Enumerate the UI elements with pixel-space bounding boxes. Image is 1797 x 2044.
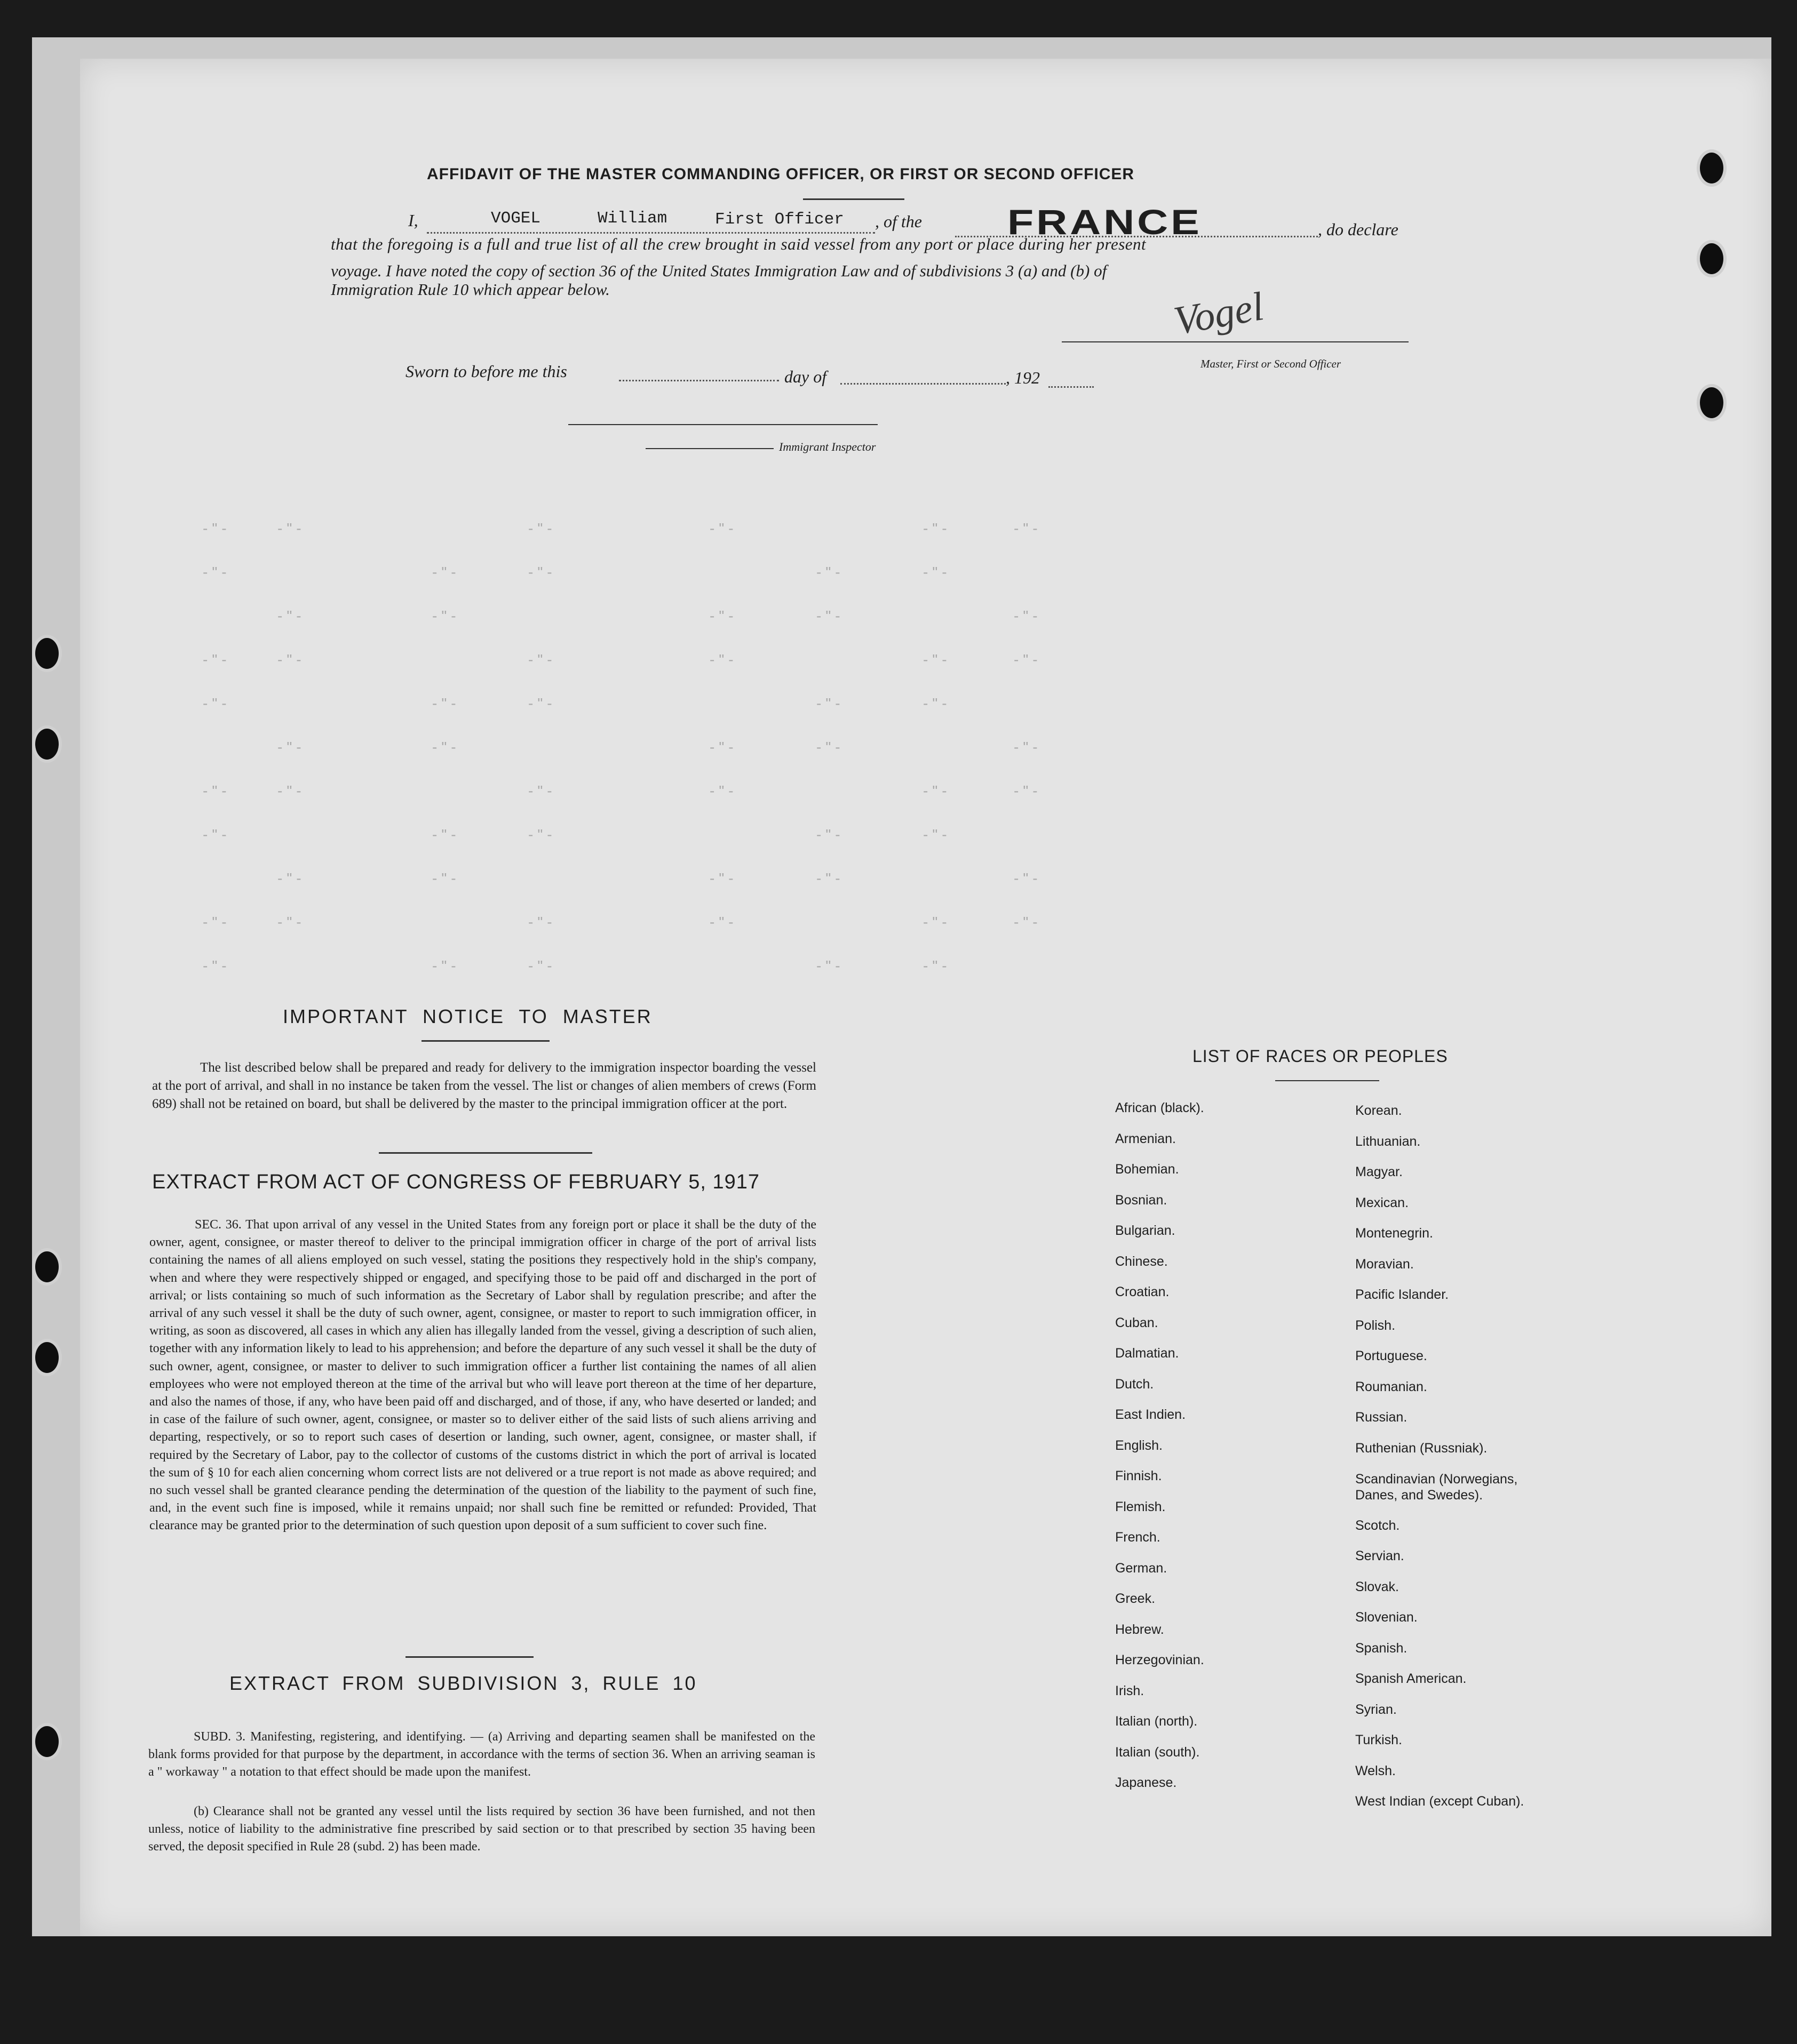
inspector-caption: Immigrant Inspector <box>779 440 876 453</box>
race-item: Spanish. <box>1355 1640 1408 1656</box>
race-item: Cuban. <box>1115 1315 1158 1330</box>
ditto-mark: -"- <box>1014 651 1042 668</box>
race-item: Slovenian. <box>1355 1610 1418 1625</box>
rule-text-a: SUBD. 3. Manifesting, registering, and identifying. — (a) Arriving and departing seamen shall be manifested on the blank forms provided for that purpose by the department, in accordance with the terms of section 36. When an arriving seaman is a " workaway " a notation to that effect should be made upon the manifest. <box>148 1730 815 1779</box>
ditto-mark: -"- <box>277 520 306 537</box>
ditto-mark: -"- <box>816 608 845 624</box>
binder-hole <box>32 1723 62 1760</box>
ditto-mark: -"- <box>816 695 845 712</box>
affidavit-title: AFFIDAVIT OF THE MASTER COMMANDING OFFICER, OR FIRST OR SECOND OFFICER <box>427 165 1135 183</box>
race-item: Japanese. <box>1115 1775 1177 1790</box>
officer-rank: First Officer <box>715 210 844 229</box>
ditto-mark: -"- <box>432 739 460 755</box>
signature-line <box>1062 341 1409 342</box>
race-item: African (black). <box>1115 1100 1204 1115</box>
notice-title-underline <box>422 1040 550 1042</box>
race-item: Dalmatian. <box>1115 1346 1179 1361</box>
ditto-mark: -"- <box>923 783 951 799</box>
binder-hole <box>32 725 62 763</box>
inspector-line-upper <box>568 424 878 425</box>
ditto-mark: -"- <box>432 608 460 624</box>
ditto-mark: -"- <box>923 564 951 580</box>
race-item: Syrian. <box>1355 1702 1397 1717</box>
race-item: Mexican. <box>1355 1195 1409 1210</box>
ditto-mark: -"- <box>432 957 460 974</box>
races-underline <box>1275 1080 1379 1081</box>
affidavit-i: I, <box>408 211 418 230</box>
ditto-mark: -"- <box>432 695 460 712</box>
ditto-mark: -"- <box>432 826 460 843</box>
race-item: Lithuanian. <box>1355 1133 1421 1149</box>
ditto-mark: -"- <box>923 695 951 712</box>
race-item: Spanish American. <box>1355 1671 1467 1686</box>
race-item: German. <box>1115 1560 1167 1576</box>
binder-hole <box>32 635 62 672</box>
officer-signature: Vogel <box>1170 283 1267 344</box>
race-item: East Indien. <box>1115 1407 1186 1422</box>
binder-hole <box>32 1339 62 1376</box>
ditto-mark: -"- <box>1014 783 1042 799</box>
race-item: Korean. <box>1355 1103 1402 1118</box>
race-item: Russian. <box>1355 1410 1408 1425</box>
race-item: Roumanian. <box>1355 1379 1427 1394</box>
ditto-mark: -"- <box>1014 739 1042 755</box>
binder-hole <box>1697 384 1727 421</box>
year-label: , 192 <box>1006 368 1040 387</box>
ditto-mark: -"- <box>923 826 951 843</box>
race-item: Ruthenian (Russniak). <box>1355 1440 1488 1456</box>
signature-caption: Master, First or Second Officer <box>1200 357 1341 370</box>
race-item: Armenian. <box>1115 1131 1176 1146</box>
act-title: EXTRACT FROM ACT OF CONGRESS OF FEBRUARY 5, 1917 <box>152 1171 760 1193</box>
race-item: Chinese. <box>1115 1253 1168 1269</box>
race-item: Irish. <box>1115 1683 1144 1698</box>
name-field-line <box>427 232 875 234</box>
race-item: Pacific Islander. <box>1355 1287 1449 1302</box>
ditto-mark: -"- <box>528 520 556 537</box>
race-item: Bosnian. <box>1115 1192 1167 1208</box>
ditto-mark: -"- <box>203 957 231 974</box>
binder-hole <box>32 1248 62 1286</box>
sworn-month-line <box>840 383 1006 385</box>
ditto-mark: -"- <box>710 651 738 668</box>
ditto-mark: -"- <box>203 695 231 712</box>
race-item: English. <box>1115 1438 1163 1453</box>
ditto-mark: -"- <box>923 520 951 537</box>
ditto-mark: -"- <box>816 957 845 974</box>
race-item: Montenegrin. <box>1355 1226 1433 1241</box>
ditto-mark: -"- <box>816 870 845 887</box>
ditto-mark: -"- <box>203 564 231 580</box>
race-item: Croatian. <box>1115 1284 1170 1299</box>
ditto-mark: -"- <box>710 783 738 799</box>
ditto-mark: -"- <box>277 914 306 930</box>
race-item: Italian (south). <box>1115 1744 1200 1760</box>
ditto-mark: -"- <box>528 695 556 712</box>
race-item: Polish. <box>1355 1318 1396 1333</box>
binder-hole <box>1697 149 1727 187</box>
race-item: Italian (north). <box>1115 1714 1198 1729</box>
ditto-mark: -"- <box>1014 608 1042 624</box>
affidavit-line-2: that the foregoing is a full and true list of all the crew brought in said vessel from any port or place during her present <box>331 235 1147 253</box>
ditto-mark: -"- <box>203 520 231 537</box>
race-item: Herzegovinian. <box>1115 1652 1204 1667</box>
race-item: West Indian (except Cuban). <box>1355 1794 1524 1809</box>
ditto-mark: -"- <box>710 739 738 755</box>
ditto-mark: -"- <box>528 957 556 974</box>
ditto-mark: -"- <box>816 826 845 843</box>
race-item: Finnish. <box>1115 1468 1162 1483</box>
rule-divider <box>405 1656 534 1658</box>
ditto-mark: -"- <box>277 783 306 799</box>
race-item: Scotch. <box>1355 1518 1400 1533</box>
race-item: Scandinavian (Norwegians, Danes, and Swedes). <box>1355 1472 1518 1503</box>
ditto-mark: -"- <box>528 651 556 668</box>
ditto-mark: -"- <box>923 914 951 930</box>
ditto-mark: -"- <box>923 651 951 668</box>
document-page <box>80 59 1771 1936</box>
ditto-mark: -"- <box>203 783 231 799</box>
race-item: Flemish. <box>1115 1499 1166 1514</box>
affidavit-line-3: voyage. I have noted the copy of section 36 of the United States Immigration Law and of subdivisions 3 (a) and (b) of <box>331 261 1107 280</box>
ditto-mark: -"- <box>432 870 460 887</box>
ditto-mark: -"- <box>277 651 306 668</box>
race-item: Portuguese. <box>1355 1348 1427 1363</box>
vessel-name: FRANCE <box>1007 202 1202 242</box>
ditto-mark: -"- <box>710 520 738 537</box>
ditto-mark: -"- <box>203 651 231 668</box>
ditto-mark: -"- <box>710 870 738 887</box>
ditto-mark: -"- <box>203 826 231 843</box>
title-underline <box>803 198 904 200</box>
notice-divider <box>379 1152 592 1154</box>
rule-title: EXTRACT FROM SUBDIVISION 3, RULE 10 <box>229 1672 697 1694</box>
race-item: Slovak. <box>1355 1579 1399 1594</box>
race-item: French. <box>1115 1530 1160 1545</box>
race-item: Bohemian. <box>1115 1162 1179 1177</box>
race-item: Magyar. <box>1355 1164 1403 1179</box>
day-of-label: day of <box>784 367 827 386</box>
affidavit-line-4: Immigration Rule 10 which appear below. <box>331 280 610 299</box>
ditto-mark: -"- <box>528 914 556 930</box>
ditto-mark: -"- <box>528 826 556 843</box>
year-line <box>1048 386 1094 388</box>
race-item: Turkish. <box>1355 1732 1402 1747</box>
ditto-mark: -"- <box>1014 914 1042 930</box>
ditto-mark: -"- <box>203 914 231 930</box>
ditto-mark: -"- <box>432 564 460 580</box>
notice-title: IMPORTANT NOTICE TO MASTER <box>283 1005 653 1027</box>
binder-hole <box>1697 240 1727 277</box>
ditto-mark: -"- <box>277 608 306 624</box>
officer-surname: VOGEL <box>491 209 541 228</box>
ditto-mark: -"- <box>816 739 845 755</box>
race-item: Greek. <box>1115 1591 1156 1606</box>
ditto-mark: -"- <box>277 739 306 755</box>
do-declare-label: , do declare <box>1318 220 1398 239</box>
race-item: Hebrew. <box>1115 1622 1164 1637</box>
ditto-mark: -"- <box>710 608 738 624</box>
sworn-day-line <box>619 380 779 381</box>
sworn-label: Sworn to before me this <box>405 362 567 381</box>
ditto-mark: -"- <box>1014 520 1042 537</box>
ditto-mark: -"- <box>277 870 306 887</box>
race-item: Moravian. <box>1355 1256 1414 1272</box>
race-item: Bulgarian. <box>1115 1223 1175 1238</box>
ditto-mark: -"- <box>1014 870 1042 887</box>
race-item: Dutch. <box>1115 1376 1154 1392</box>
ditto-mark: -"- <box>528 564 556 580</box>
race-item: Servian. <box>1355 1548 1404 1563</box>
race-item: Welsh. <box>1355 1763 1396 1778</box>
ditto-mark: -"- <box>816 564 845 580</box>
notice-text: The list described below shall be prepared and ready for delivery to the immigration inspector boarding the vessel at the port of arrival, and shall in no instance be taken from the vessel. The list or changes of alien members of crews (Form 689) shall not be retained on board, but shall be delivered by the master to the principal immigration officer at the port. <box>152 1060 816 1111</box>
ditto-mark: -"- <box>528 783 556 799</box>
ditto-mark: -"- <box>710 914 738 930</box>
of-the-label: , of the <box>875 212 922 231</box>
officer-given-name: William <box>598 209 667 228</box>
races-title: LIST OF RACES OR PEOPLES <box>1192 1047 1448 1066</box>
inspector-line <box>646 448 774 449</box>
rule-text-b: (b) Clearance shall not be granted any vessel until the lists required by section 36 have been furnished, and not then unless, notice of liability to the administrative fine prescribed by said section or to that prescribed by section 35 having been served, the deposit specified in Rule 28 (subd. 2) has been made. <box>148 1805 815 1854</box>
ditto-mark: -"- <box>923 957 951 974</box>
act-text: SEC. 36. That upon arrival of any vessel in the United States from any foreign port or place it shall be the duty of the owner, agent, consignee, or master thereof to deliver to the principal immigration officer in charge of the port of arrival lists containing the names of all aliens employed on such vessel, stating the positions they respectively hold in the ship's company, when and where they were respectively shipped or engaged, and specifying those to be paid off and discharged in the port of arrival; or lists containing so much of such information as the Secretary of Labor shall by regulation prescribe; and after the arrival of any such vessel it shall be the duty of such owner, agent, consignee, or master to report to such immigration officer, in writing, as soon as discovered, all cases in which any alien has illegally landed from the vessel, giving a description of such alien, together with any information likely to lead to his apprehension; and before the departure of any such vessel it shall be the duty of such owner, agent, consignee, or master to deliver to such immigration officer a further list containing the names of all alien employees who were not employed thereon at the time of the arrival but who will leave port thereon at the time of her departure, and also the names of those, if any, who have been paid off and discharged, and of those, if any, who have deserted or landed; and in case of the failure of such owner, agent, consignee, or master so to deliver either of the said lists of such aliens arriving and departing, respectively, or so to report such cases of desertion or landing, such owner, agent, consignee, or master shall, if required by the Secretary of Labor, pay to the collector of customs of the customs district in which the port of arrival is located the sum of § 10 for each alien concerning whom correct lists are not delivered or a true report is not made as above required; and no such vessel shall be granted clearance pending the determination of the question of the liability to the payment of such fine, and, in the event such fine is imposed, while it remains unpaid; nor shall such fine be remitted or refunded: Provided, That clearance may be granted prior to the determination of such question upon deposit of a sum sufficient to cover such fine. <box>149 1218 816 1533</box>
